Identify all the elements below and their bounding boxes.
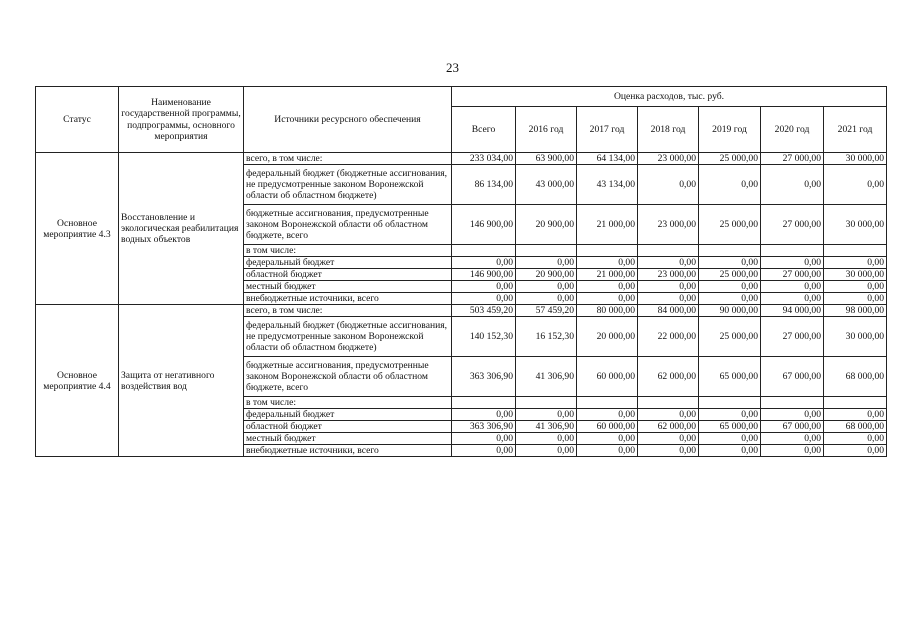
year-value-cell: 25 000,00	[699, 269, 761, 281]
page-number: 23	[446, 60, 459, 75]
year-value-cell: 0,00	[699, 293, 761, 305]
header-name: Наименование государственной программы, подпрограммы, основного мероприятия	[119, 87, 244, 153]
year-value-cell: 0,00	[824, 409, 887, 421]
year-value-cell: 0,00	[761, 433, 824, 445]
header-status: Статус	[36, 87, 119, 153]
header-estimate: Оценка расходов, тыс. руб.	[452, 87, 887, 107]
year-value-cell	[516, 245, 577, 257]
source-cell: федеральный бюджет (бюджетные ассигнования, не предусмотренные законом Воронежской области об областном бюджете)	[244, 165, 452, 205]
year-value-cell: 0,00	[638, 293, 699, 305]
year-value-cell: 0,00	[516, 445, 577, 457]
total-value-cell: 0,00	[452, 445, 516, 457]
year-value-cell: 0,00	[577, 433, 638, 445]
source-cell: федеральный бюджет	[244, 257, 452, 269]
source-cell: в том числе:	[244, 245, 452, 257]
year-value-cell: 0,00	[516, 281, 577, 293]
year-value-cell: 0,00	[699, 409, 761, 421]
header-col-year: 2016 год	[516, 107, 577, 153]
total-value-cell: 233 034,00	[452, 153, 516, 165]
year-value-cell: 21 000,00	[577, 269, 638, 281]
year-value-cell: 0,00	[699, 257, 761, 269]
total-value-cell: 86 134,00	[452, 165, 516, 205]
year-value-cell: 65 000,00	[699, 421, 761, 433]
total-value-cell: 363 306,90	[452, 421, 516, 433]
source-cell: всего, в том числе:	[244, 305, 452, 317]
year-value-cell	[577, 397, 638, 409]
source-cell: бюджетные ассигнования, предусмотренные законом Воронежской области об областном бюджете, всего	[244, 357, 452, 397]
year-value-cell: 23 000,00	[638, 153, 699, 165]
year-value-cell: 67 000,00	[761, 357, 824, 397]
year-value-cell: 0,00	[577, 293, 638, 305]
total-value-cell: 363 306,90	[452, 357, 516, 397]
year-value-cell: 0,00	[638, 165, 699, 205]
year-value-cell: 43 134,00	[577, 165, 638, 205]
status-cell: Основное мероприятие 4.3	[36, 153, 119, 305]
source-cell: в том числе:	[244, 397, 452, 409]
year-value-cell: 62 000,00	[638, 421, 699, 433]
year-value-cell: 41 306,90	[516, 421, 577, 433]
year-value-cell: 68 000,00	[824, 357, 887, 397]
year-value-cell: 0,00	[761, 257, 824, 269]
year-value-cell: 27 000,00	[761, 205, 824, 245]
year-value-cell: 0,00	[824, 293, 887, 305]
year-value-cell: 30 000,00	[824, 205, 887, 245]
table-body	[36, 153, 887, 457]
total-value-cell: 0,00	[452, 409, 516, 421]
year-value-cell: 0,00	[638, 281, 699, 293]
header-col-year: 2021 год	[824, 107, 887, 153]
year-value-cell: 0,00	[699, 165, 761, 205]
total-value-cell	[452, 397, 516, 409]
year-value-cell: 20 900,00	[516, 205, 577, 245]
source-cell: местный бюджет	[244, 281, 452, 293]
year-value-cell: 25 000,00	[699, 153, 761, 165]
total-value-cell: 140 152,30	[452, 317, 516, 357]
activity-name-cell: Защита от негативного воздействия вод	[119, 305, 244, 457]
year-value-cell	[761, 245, 824, 257]
year-value-cell: 94 000,00	[761, 305, 824, 317]
year-value-cell: 20 900,00	[516, 269, 577, 281]
table-row	[36, 153, 887, 165]
year-value-cell: 0,00	[577, 281, 638, 293]
header-col-year: 2017 год	[577, 107, 638, 153]
header-col-year: 2019 год	[699, 107, 761, 153]
header-sources: Источники ресурсного обеспечения	[244, 87, 452, 153]
year-value-cell: 0,00	[577, 445, 638, 457]
source-cell: федеральный бюджет (бюджетные ассигнования, не предусмотренные законом Воронежской области об областном бюджете)	[244, 317, 452, 357]
budget-table	[35, 86, 887, 457]
year-value-cell: 30 000,00	[824, 153, 887, 165]
year-value-cell: 22 000,00	[638, 317, 699, 357]
year-value-cell	[761, 397, 824, 409]
year-value-cell: 30 000,00	[824, 317, 887, 357]
year-value-cell: 27 000,00	[761, 317, 824, 357]
year-value-cell: 16 152,30	[516, 317, 577, 357]
total-value-cell: 0,00	[452, 293, 516, 305]
total-value-cell: 503 459,20	[452, 305, 516, 317]
total-value-cell: 0,00	[452, 433, 516, 445]
source-cell: федеральный бюджет	[244, 409, 452, 421]
year-value-cell	[824, 397, 887, 409]
year-value-cell: 25 000,00	[699, 317, 761, 357]
year-value-cell: 30 000,00	[824, 269, 887, 281]
year-value-cell: 0,00	[824, 445, 887, 457]
total-value-cell: 0,00	[452, 257, 516, 269]
year-value-cell: 63 900,00	[516, 153, 577, 165]
year-value-cell: 68 000,00	[824, 421, 887, 433]
year-value-cell: 21 000,00	[577, 205, 638, 245]
year-value-cell: 25 000,00	[699, 205, 761, 245]
year-value-cell: 0,00	[824, 257, 887, 269]
year-value-cell: 0,00	[699, 433, 761, 445]
year-value-cell: 0,00	[761, 445, 824, 457]
source-cell: областной бюджет	[244, 269, 452, 281]
year-value-cell: 0,00	[638, 433, 699, 445]
year-value-cell: 0,00	[638, 445, 699, 457]
year-value-cell	[699, 245, 761, 257]
table-row	[36, 305, 887, 317]
header-col-year: 2020 год	[761, 107, 824, 153]
year-value-cell: 27 000,00	[761, 153, 824, 165]
year-value-cell: 23 000,00	[638, 269, 699, 281]
status-cell: Основное мероприятие 4.4	[36, 305, 119, 457]
year-value-cell	[699, 397, 761, 409]
year-value-cell: 0,00	[699, 445, 761, 457]
source-cell: местный бюджет	[244, 433, 452, 445]
source-cell: всего, в том числе:	[244, 153, 452, 165]
year-value-cell: 0,00	[638, 409, 699, 421]
total-value-cell: 146 900,00	[452, 205, 516, 245]
year-value-cell: 0,00	[577, 409, 638, 421]
source-cell: бюджетные ассигнования, предусмотренные законом Воронежской области об областном бюджете, всего	[244, 205, 452, 245]
year-value-cell: 80 000,00	[577, 305, 638, 317]
year-value-cell	[638, 245, 699, 257]
year-value-cell: 0,00	[824, 165, 887, 205]
year-value-cell	[824, 245, 887, 257]
year-value-cell: 84 000,00	[638, 305, 699, 317]
total-value-cell: 146 900,00	[452, 269, 516, 281]
year-value-cell: 67 000,00	[761, 421, 824, 433]
year-value-cell: 43 000,00	[516, 165, 577, 205]
source-cell: внебюджетные источники, всего	[244, 445, 452, 457]
year-value-cell: 0,00	[761, 281, 824, 293]
year-value-cell	[516, 397, 577, 409]
year-value-cell: 41 306,90	[516, 357, 577, 397]
header-col-year: 2018 год	[638, 107, 699, 153]
year-value-cell: 27 000,00	[761, 269, 824, 281]
year-value-cell: 90 000,00	[699, 305, 761, 317]
year-value-cell: 0,00	[824, 433, 887, 445]
year-value-cell: 98 000,00	[824, 305, 887, 317]
year-value-cell: 20 000,00	[577, 317, 638, 357]
year-value-cell: 0,00	[761, 293, 824, 305]
activity-name-cell: Восстановление и экологическая реабилитация водных объектов	[119, 153, 244, 305]
year-value-cell	[577, 245, 638, 257]
year-value-cell: 65 000,00	[699, 357, 761, 397]
header-col-total: Всего	[452, 107, 516, 153]
source-cell: областной бюджет	[244, 421, 452, 433]
year-value-cell: 0,00	[761, 165, 824, 205]
year-value-cell: 0,00	[516, 293, 577, 305]
year-value-cell: 62 000,00	[638, 357, 699, 397]
year-value-cell: 0,00	[638, 257, 699, 269]
year-value-cell: 23 000,00	[638, 205, 699, 245]
year-value-cell	[638, 397, 699, 409]
year-value-cell: 0,00	[516, 409, 577, 421]
year-value-cell: 0,00	[699, 281, 761, 293]
year-value-cell: 64 134,00	[577, 153, 638, 165]
total-value-cell: 0,00	[452, 281, 516, 293]
year-value-cell: 0,00	[516, 433, 577, 445]
total-value-cell	[452, 245, 516, 257]
year-value-cell: 0,00	[761, 409, 824, 421]
year-value-cell: 0,00	[516, 257, 577, 269]
year-value-cell: 57 459,20	[516, 305, 577, 317]
year-value-cell: 60 000,00	[577, 357, 638, 397]
source-cell: внебюджетные источники, всего	[244, 293, 452, 305]
year-value-cell: 0,00	[577, 257, 638, 269]
year-value-cell: 0,00	[824, 281, 887, 293]
year-value-cell: 60 000,00	[577, 421, 638, 433]
